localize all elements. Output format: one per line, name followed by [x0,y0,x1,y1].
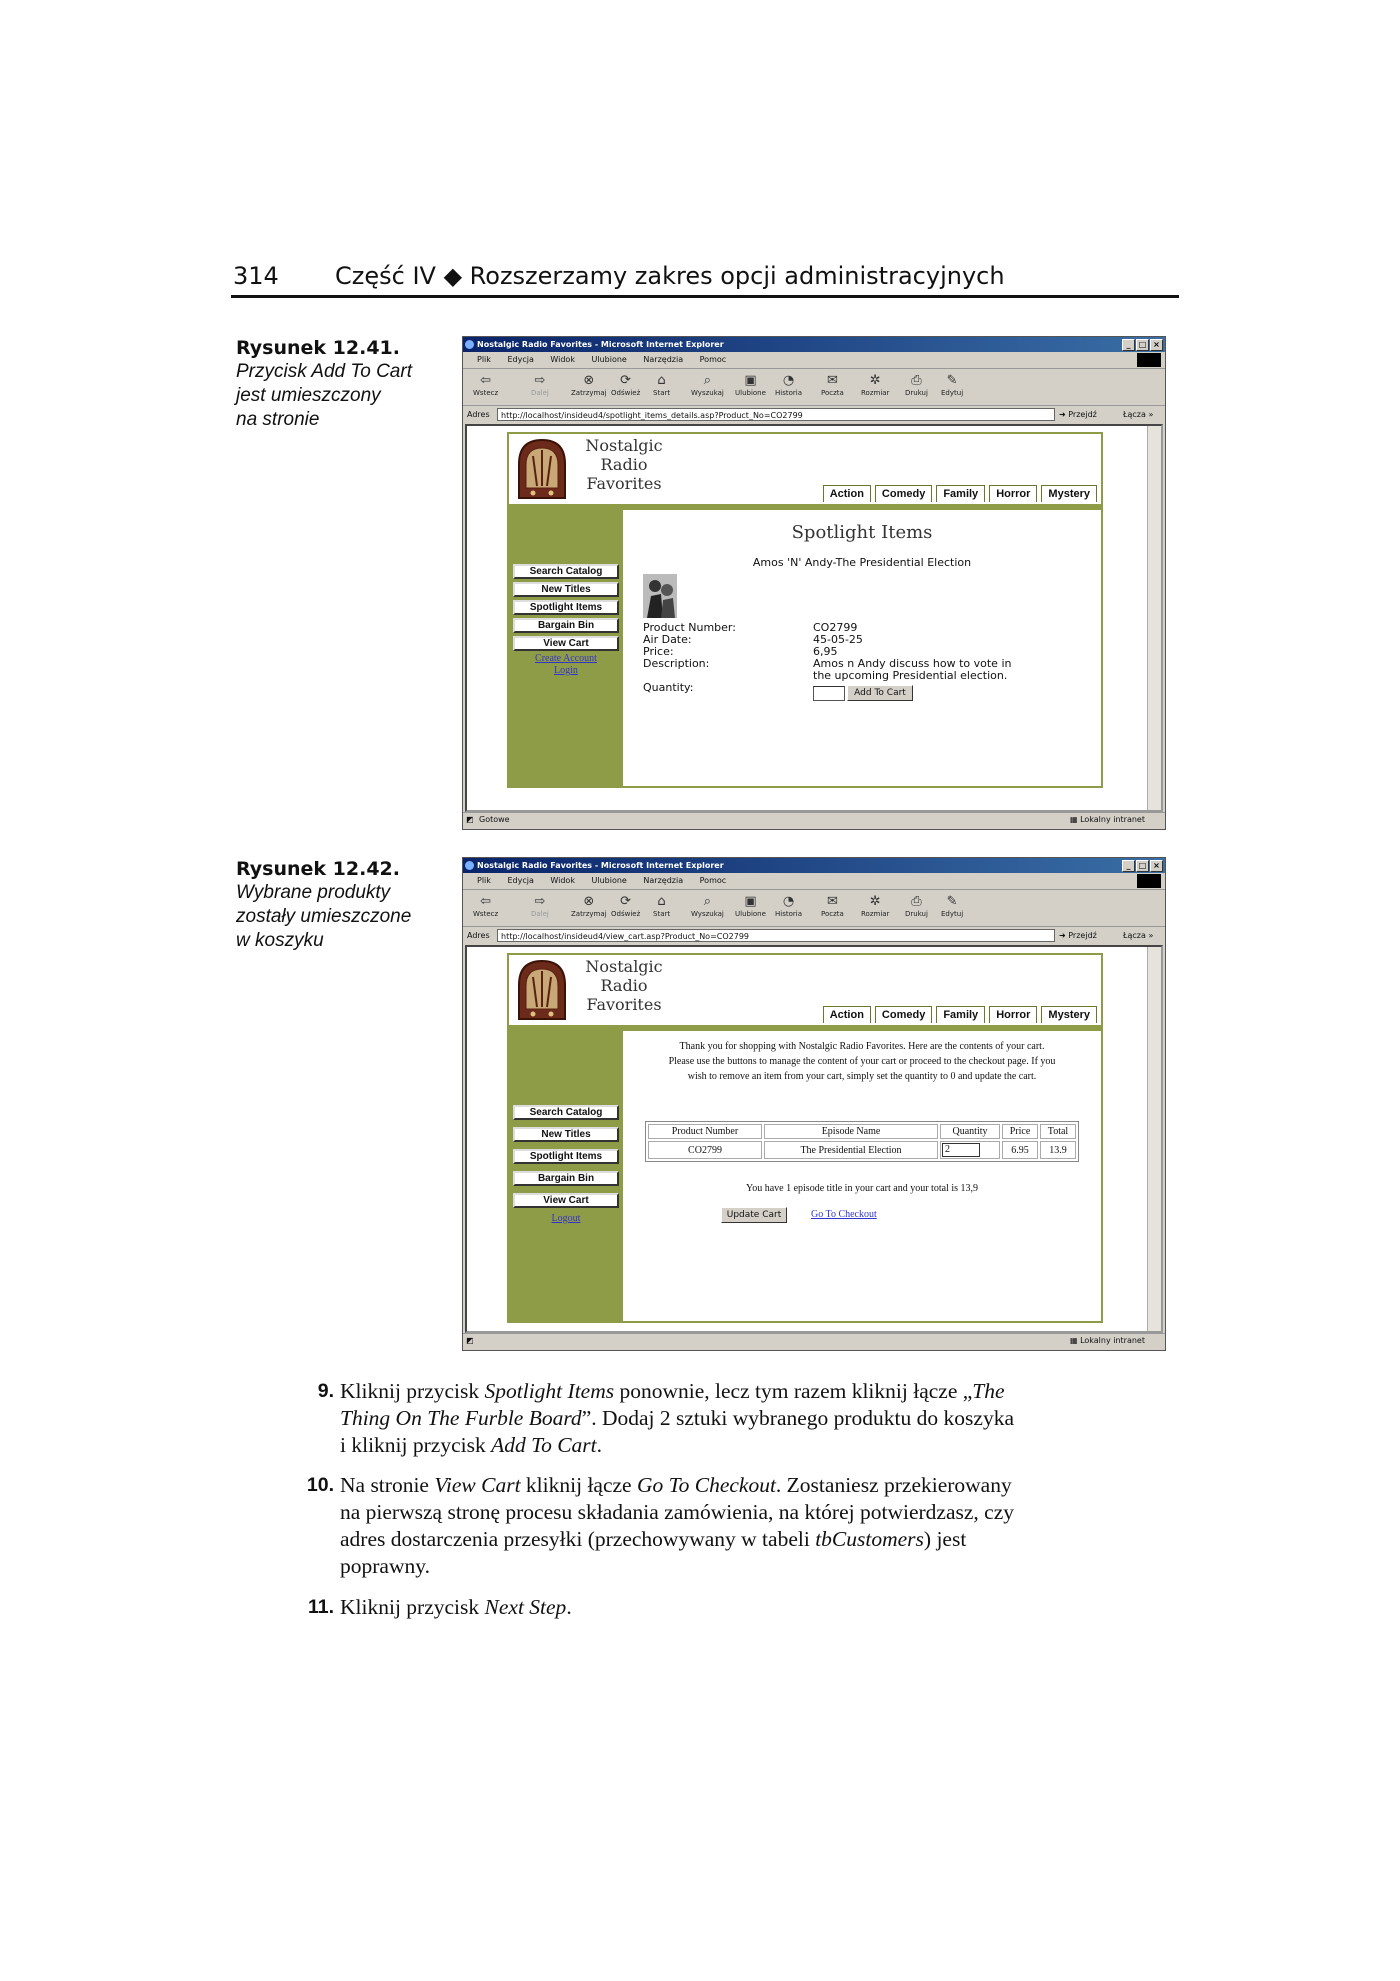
history-button[interactable]: ◔ Historia [775,373,802,397]
label-price: Price: [643,645,674,658]
step-line: adres dostarczenia przesyłki (przechowywany w tabeli tbCustomers) jest [340,1527,967,1551]
tab-family[interactable]: Family [936,1006,985,1023]
tab-action[interactable]: Action [823,1006,871,1023]
tab-horror[interactable]: Horror [989,485,1037,502]
title-bar [463,337,1165,352]
site-frame [507,953,1103,1323]
menu-narzedzia[interactable]: Narzędzia [643,876,684,885]
menu-plik[interactable]: Plik [477,355,491,364]
cell-total: 13.9 [1040,1141,1076,1159]
caption-line: Wybrane produkty [236,882,391,903]
figure-caption-2 [236,857,436,953]
column-header: Episode Name [764,1124,938,1139]
history-icon: ◔ [782,894,795,909]
quantity-input[interactable]: 2 [942,1143,980,1157]
detail-values [813,622,1011,682]
menu-edycja[interactable]: Edycja [507,876,534,885]
running-head: Część IV ◆ Rozszerzamy zakres opcji administracyjnych [335,262,1005,290]
forward-arrow-icon: ⇨ [534,373,546,388]
tab-comedy[interactable]: Comedy [875,485,932,502]
close-icon[interactable]: × [1150,339,1163,351]
page-number: 314 [233,262,279,290]
tab-family[interactable]: Family [936,485,985,502]
step-line: Thing On The Furble Board”. Dodaj 2 sztuki wybranego produktu do koszyka [340,1406,1014,1430]
spotlight-items-button[interactable]: Spotlight Items [513,600,619,615]
step-line: Na stronie View Cart kliknij łącze Go To Checkout. Zostaniesz przekierowany [340,1473,1012,1497]
go-button[interactable]: ➜ Przejdź [1059,931,1097,940]
value-price: 6,95 [813,645,838,658]
edit-icon: ✎ [946,373,958,388]
new-titles-button[interactable]: New Titles [513,1127,619,1142]
step-number: 10. [306,1474,334,1496]
bargain-bin-button[interactable]: Bargain Bin [513,618,619,633]
caption-line: Przycisk Add To Cart [236,361,412,382]
site-name: Nostalgic Radio Favorites [585,436,663,493]
step-line: Kliknij przycisk Spotlight Items ponownie, lecz tym razem kliknij łącze „The [340,1379,1005,1403]
item-title: Amos 'N' Andy-The Presidential Election [752,556,972,569]
zone-label: ▦ Lokalny intranet [1069,815,1145,824]
menu-plik[interactable]: Plik [477,876,491,885]
step-11 [307,1594,1170,1621]
radio-logo-icon [513,438,571,500]
edit-button[interactable]: ✎ Edytuj [941,373,964,397]
menu-narzedzia[interactable]: Narzędzia [643,355,684,364]
cell-product-number: CO2799 [648,1141,762,1159]
toolbar [463,890,1165,927]
table-row [648,1141,1076,1159]
column-header: Product Number [648,1124,762,1139]
maximize-icon[interactable]: □ [1136,339,1149,351]
page-heading: Spotlight Items [791,522,933,543]
title-bar [463,858,1165,873]
value-description-2: the upcoming Presidential election. [813,669,1008,682]
minimize-icon[interactable]: _ [1122,860,1135,872]
site-name: Nostalgic Radio Favorites [585,957,663,1014]
refresh-button[interactable]: ⟳ Odśwież [611,894,641,918]
favorites-icon: ▣ [744,894,757,909]
step-line: na pierwszą stronę procesu składania zamówienia, na której potwierdzasz, czy [340,1500,1014,1524]
spotlight-content [623,510,1101,786]
forward-button[interactable]: ⇨ Dalej [531,373,549,397]
menu-bar [463,352,1165,369]
tab-mystery[interactable]: Mystery [1041,1006,1097,1023]
page-status-icon: ◩ [466,1336,474,1345]
menu-pomoc[interactable]: Pomoc [699,355,727,364]
radio-logo-icon [513,959,571,1021]
status-bar [463,1333,1165,1348]
tab-comedy[interactable]: Comedy [875,1006,932,1023]
home-icon: ⌂ [657,373,666,388]
address-label: Adres [467,931,490,940]
address-input[interactable]: http://localhost/insideud4/view_cart.asp?Product_No=CO2799 [497,929,1055,942]
label-air-date: Air Date: [643,633,692,646]
figure-caption-1 [236,336,436,432]
status-bar [463,812,1165,827]
login-link[interactable]: Login [554,665,578,676]
menu-widok[interactable]: Widok [550,876,575,885]
category-tabs [823,485,1097,502]
home-icon: ⌂ [657,894,666,909]
address-bar [463,927,1165,945]
cell-price: 6.95 [1002,1141,1038,1159]
tab-horror[interactable]: Horror [989,1006,1037,1023]
go-arrow-icon: ➜ [1059,931,1066,940]
home-button[interactable]: ⌂ Start [653,894,671,918]
edit-icon: ✎ [946,894,958,909]
site-body [509,510,1101,786]
sidebar [509,510,623,786]
mail-button[interactable]: ✉ Poczta [821,894,844,918]
page-status-icon: ◩ [466,815,474,824]
browser-window-2 [462,857,1166,1351]
view-cart-button[interactable]: View Cart [513,636,619,651]
create-account-link[interactable]: Create Account [535,653,597,664]
home-button[interactable]: ⌂ Start [653,373,671,397]
size-button[interactable]: ✲ Rozmiar [861,373,890,397]
cart-table [645,1121,1079,1162]
size-icon: ✲ [869,894,881,909]
value-air-date: 45-05-25 [813,633,863,646]
detail-labels [643,622,736,694]
cart-summary: You have 1 episode title in your cart and your total is 13,9 [745,1183,978,1194]
cell-episode-name: The Presidential Election [764,1141,938,1159]
history-button[interactable]: ◔ Historia [775,894,802,918]
favorites-icon: ▣ [744,373,757,388]
step-number: 11. [307,1596,334,1618]
caption-title: Rysunek 12.42. [236,858,400,880]
site-body [509,1031,1101,1321]
table-header-row [648,1124,1076,1139]
page-viewport [465,945,1163,1333]
label-quantity: Quantity: [643,681,694,694]
address-label: Adres [467,410,490,419]
back-arrow-icon: ⇦ [480,894,492,909]
header-rule [231,295,1179,298]
site-header [509,434,1101,510]
go-to-checkout-link[interactable]: Go To Checkout [811,1209,877,1220]
column-header: Quantity [940,1124,1000,1139]
quantity-cell [940,1141,1000,1159]
view-cart-button[interactable]: View Cart [513,1193,619,1208]
sidebar [509,1031,623,1321]
print-icon: ⎙ [911,373,922,388]
edit-button[interactable]: ✎ Edytuj [941,894,964,918]
value-description: Amos n Andy discuss how to vote in [813,657,1012,670]
search-icon: ⌕ [703,894,712,909]
zone-label: ▦ Lokalny intranet [1069,1336,1145,1345]
menu-pomoc[interactable]: Pomoc [699,876,727,885]
caption-line: zostały umieszczone [236,906,412,927]
print-button[interactable]: ⎙ Drukuj [905,373,928,397]
step-9 [317,1378,1170,1459]
go-button[interactable]: ➜ Przejdź [1059,410,1097,419]
cart-intro: Thank you for shopping with Nostalgic Radio Favorites. Here are the contents of your cart. Please use the buttons to manage the content of your cart or proceed to the checkout page. If you wish to remove an item from your cart, simply set the quantity to 0 and update the cart. [668,1041,1056,1082]
close-icon[interactable]: × [1150,860,1163,872]
stop-button[interactable]: ⊗ Zatrzymaj [571,894,607,918]
address-input[interactable]: http://localhost/insideud4/spotlight_items_details.asp?Product_No=CO2799 [497,408,1055,421]
minimize-icon[interactable]: _ [1122,339,1135,351]
tab-action[interactable]: Action [823,485,871,502]
toolbar [463,369,1165,406]
refresh-icon: ⟳ [620,894,632,909]
back-button[interactable]: ⇦ Wstecz [473,373,499,397]
size-icon: ✲ [869,373,881,388]
bargain-bin-button[interactable]: Bargain Bin [513,1171,619,1186]
step-line: Kliknij przycisk Next Step. [340,1595,572,1619]
update-cart-button[interactable]: Update Cart [721,1207,787,1223]
spotlight-items-button[interactable]: Spotlight Items [513,1149,619,1164]
windows-logo-icon [1137,874,1161,888]
logout-link[interactable]: Logout [551,1213,581,1224]
window-title: Nostalgic Radio Favorites - Microsoft Internet Explorer [477,861,724,870]
history-icon: ◔ [782,373,795,388]
menu-edycja[interactable]: Edycja [507,355,534,364]
tab-mystery[interactable]: Mystery [1041,485,1097,502]
caption-line: w koszyku [236,930,324,951]
label-product-number: Product Number: [643,621,736,634]
forward-arrow-icon: ⇨ [534,894,546,909]
stop-button[interactable]: ⊗ Zatrzymaj [571,373,607,397]
back-arrow-icon: ⇦ [480,373,492,388]
address-bar [463,406,1165,424]
page-viewport [465,424,1163,812]
cart-content [623,1031,1101,1321]
column-header: Total [1040,1124,1076,1139]
search-button[interactable]: ⌕ Wyszukaj [691,373,724,397]
caption-line: na stronie [236,409,320,430]
step-number: 9. [317,1380,334,1402]
step-line: i kliknij przycisk Add To Cart. [340,1433,603,1457]
category-tabs [823,1006,1097,1023]
quantity-input[interactable] [813,686,845,701]
caption-line: jest umieszczony [236,385,381,406]
windows-logo-icon [1137,353,1161,367]
browser-window-1 [462,336,1166,830]
new-titles-button[interactable]: New Titles [513,582,619,597]
menu-bar [463,873,1165,890]
intranet-icon: ▦ [1069,815,1078,824]
vertical-scrollbar[interactable] [1147,947,1161,1331]
print-icon: ⎙ [911,894,922,909]
links-button[interactable]: Łącza » [1123,931,1154,940]
site-frame [507,432,1103,788]
mail-icon: ✉ [826,894,838,909]
mail-button[interactable]: ✉ Poczta [821,373,844,397]
label-description: Description: [643,657,710,670]
menu-ulubione[interactable]: Ulubione [591,876,627,885]
step-10 [306,1472,1170,1580]
column-header: Price [1002,1124,1038,1139]
site-header [509,955,1101,1031]
ie-icon [465,861,474,870]
caption-title: Rysunek 12.41. [236,337,400,359]
maximize-icon[interactable]: □ [1136,860,1149,872]
refresh-button[interactable]: ⟳ Odśwież [611,373,641,397]
product-photo [643,574,677,618]
window-title: Nostalgic Radio Favorites - Microsoft Internet Explorer [477,340,724,349]
status-text: Gotowe [479,815,510,824]
stop-icon: ⊗ [583,894,595,909]
search-icon: ⌕ [703,373,712,388]
value-product-number: CO2799 [813,621,858,634]
print-button[interactable]: ⎙ Drukuj [905,894,928,918]
favorites-button[interactable]: ▣ Ulubione [735,373,766,397]
add-to-cart-button[interactable]: Add To Cart [847,685,913,701]
search-catalog-button[interactable]: Search Catalog [513,564,619,579]
size-button[interactable]: ✲ Rozmiar [861,894,890,918]
favorites-button[interactable]: ▣ Ulubione [735,894,766,918]
back-button[interactable]: ⇦ Wstecz [473,894,499,918]
intranet-icon: ▦ [1069,1336,1078,1345]
vertical-scrollbar[interactable] [1147,426,1161,810]
search-catalog-button[interactable]: Search Catalog [513,1105,619,1120]
refresh-icon: ⟳ [620,373,632,388]
mail-icon: ✉ [826,373,838,388]
ie-icon [465,340,474,349]
stop-icon: ⊗ [583,373,595,388]
go-arrow-icon: ➜ [1059,410,1066,419]
menu-widok[interactable]: Widok [550,355,575,364]
menu-ulubione[interactable]: Ulubione [591,355,627,364]
step-line: poprawny. [340,1554,430,1578]
search-button[interactable]: ⌕ Wyszukaj [691,894,724,918]
forward-button[interactable]: ⇨ Dalej [531,894,549,918]
links-button[interactable]: Łącza » [1123,410,1154,419]
